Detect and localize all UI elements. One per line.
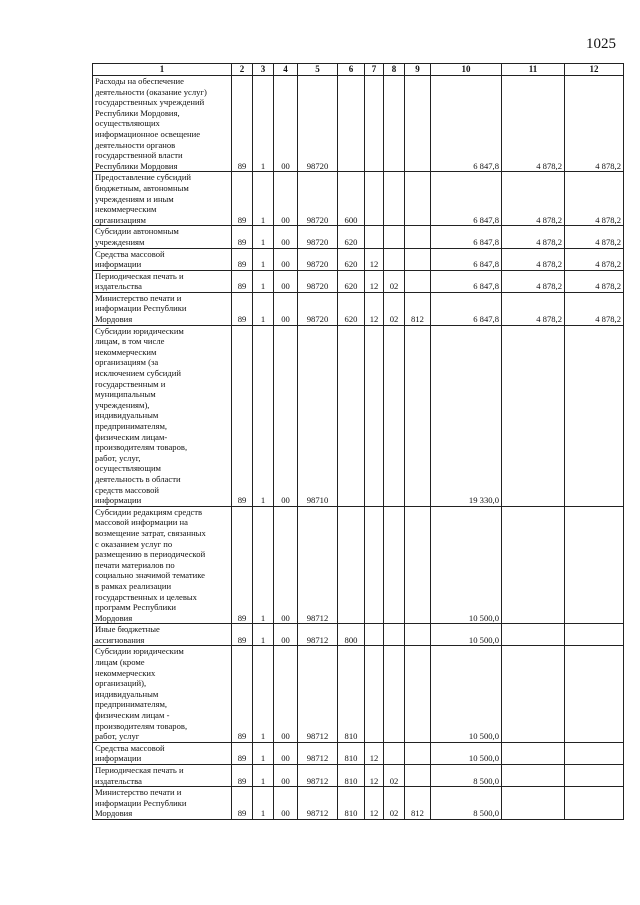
amount-col-11 xyxy=(502,787,565,820)
col-3-cell: 1 xyxy=(253,248,274,270)
amount-col-10: 10 500,0 xyxy=(431,624,502,646)
amount-col-10: 6 847,8 xyxy=(431,248,502,270)
col-7-cell xyxy=(365,76,384,172)
col-5-cell: 98710 xyxy=(298,325,338,506)
col-9-cell xyxy=(405,646,431,742)
col-8-cell xyxy=(384,646,405,742)
col-3-cell: 1 xyxy=(253,742,274,764)
col-6-cell: 600 xyxy=(338,172,365,226)
col-5-cell: 98720 xyxy=(298,226,338,248)
amount-col-12: 4 878,2 xyxy=(565,76,624,172)
amount-col-10: 10 500,0 xyxy=(431,646,502,742)
column-header: 5 xyxy=(298,64,338,76)
col-2-cell: 89 xyxy=(232,270,253,292)
amount-col-11 xyxy=(502,624,565,646)
table-row xyxy=(93,248,624,270)
amount-col-10: 19 330,0 xyxy=(431,325,502,506)
column-header: 6 xyxy=(338,64,365,76)
col-6-cell: 810 xyxy=(338,742,365,764)
col-4-cell: 00 xyxy=(274,325,298,506)
amount-col-11: 4 878,2 xyxy=(502,172,565,226)
amount-col-10: 10 500,0 xyxy=(431,742,502,764)
row-name: Министерство печати и информации Республики Мордовия xyxy=(93,292,232,325)
col-6-cell xyxy=(338,506,365,624)
column-header: 1 xyxy=(93,64,232,76)
col-3-cell: 1 xyxy=(253,292,274,325)
amount-col-12 xyxy=(565,646,624,742)
table-row xyxy=(93,226,624,248)
col-6-cell: 620 xyxy=(338,226,365,248)
col-4-cell: 00 xyxy=(274,270,298,292)
col-7-cell: 12 xyxy=(365,292,384,325)
amount-col-12 xyxy=(565,325,624,506)
col-3-cell: 1 xyxy=(253,765,274,787)
col-7-cell: 12 xyxy=(365,742,384,764)
column-header: 9 xyxy=(405,64,431,76)
amount-col-10: 8 500,0 xyxy=(431,787,502,820)
budget-table xyxy=(92,63,624,820)
amount-col-12: 4 878,2 xyxy=(565,292,624,325)
row-name: Министерство печати и информации Республики Мордовия xyxy=(93,787,232,820)
amount-col-11 xyxy=(502,506,565,624)
col-7-cell: 12 xyxy=(365,765,384,787)
col-7-cell: 12 xyxy=(365,248,384,270)
col-4-cell: 00 xyxy=(274,506,298,624)
col-3-cell: 1 xyxy=(253,787,274,820)
amount-col-11: 4 878,2 xyxy=(502,248,565,270)
column-header: 12 xyxy=(565,64,624,76)
col-5-cell: 98720 xyxy=(298,292,338,325)
amount-col-12 xyxy=(565,787,624,820)
col-5-cell: 98720 xyxy=(298,248,338,270)
col-8-cell: 02 xyxy=(384,765,405,787)
col-6-cell xyxy=(338,325,365,506)
col-8-cell xyxy=(384,248,405,270)
amount-col-12 xyxy=(565,624,624,646)
col-4-cell: 00 xyxy=(274,742,298,764)
amount-col-10: 6 847,8 xyxy=(431,226,502,248)
amount-col-10: 8 500,0 xyxy=(431,765,502,787)
table-row xyxy=(93,742,624,764)
col-8-cell: 02 xyxy=(384,292,405,325)
amount-col-12: 4 878,2 xyxy=(565,226,624,248)
col-2-cell: 89 xyxy=(232,76,253,172)
col-2-cell: 89 xyxy=(232,325,253,506)
amount-col-12: 4 878,2 xyxy=(565,270,624,292)
col-3-cell: 1 xyxy=(253,172,274,226)
col-8-cell xyxy=(384,76,405,172)
col-3-cell: 1 xyxy=(253,325,274,506)
row-name: Субсидии редакциям средств массовой информации на возмещение затрат, связанных с оказанием услуг по размещению в периодической печати материалов по социально значимой тематике в рамках реализации государственных и целевых программ Республики Мордовия xyxy=(93,506,232,624)
col-4-cell: 00 xyxy=(274,646,298,742)
col-4-cell: 00 xyxy=(274,292,298,325)
table-row xyxy=(93,646,624,742)
amount-col-10: 6 847,8 xyxy=(431,270,502,292)
column-header: 2 xyxy=(232,64,253,76)
col-4-cell: 00 xyxy=(274,76,298,172)
col-5-cell: 98712 xyxy=(298,742,338,764)
col-5-cell: 98720 xyxy=(298,270,338,292)
col-9-cell xyxy=(405,172,431,226)
col-6-cell: 810 xyxy=(338,787,365,820)
table-row xyxy=(93,787,624,820)
col-4-cell: 00 xyxy=(274,248,298,270)
row-name: Средства массовой информации xyxy=(93,248,232,270)
row-name: Расходы на обеспечение деятельности (оказание услуг) государственных учреждений Республики Мордовия, осуществляющих информационное освещение деятельности органов государственной власти Республики Мордовия xyxy=(93,76,232,172)
col-9-cell xyxy=(405,742,431,764)
table-row xyxy=(93,292,624,325)
table-row xyxy=(93,270,624,292)
col-9-cell xyxy=(405,506,431,624)
amount-col-11: 4 878,2 xyxy=(502,292,565,325)
col-7-cell xyxy=(365,226,384,248)
col-8-cell: 02 xyxy=(384,787,405,820)
col-8-cell xyxy=(384,172,405,226)
column-header: 7 xyxy=(365,64,384,76)
col-9-cell xyxy=(405,624,431,646)
col-4-cell: 00 xyxy=(274,787,298,820)
amount-col-12: 4 878,2 xyxy=(565,172,624,226)
table-row xyxy=(93,76,624,172)
row-name: Периодическая печать и издательства xyxy=(93,765,232,787)
row-name: Субсидии юридическим лицам, в том числе некоммерческим организациям (за исключением субсидий государственным и муниципальным учреждениям), индивидуальным предпринимателям, физическим лицам- производителям товаров, работ, услуг, осуществляющим деятельность в области средств массовой информации xyxy=(93,325,232,506)
amount-col-10: 6 847,8 xyxy=(431,172,502,226)
col-8-cell xyxy=(384,506,405,624)
col-5-cell: 98712 xyxy=(298,765,338,787)
col-3-cell: 1 xyxy=(253,624,274,646)
column-header: 10 xyxy=(431,64,502,76)
col-6-cell: 810 xyxy=(338,765,365,787)
col-4-cell: 00 xyxy=(274,226,298,248)
header-row xyxy=(93,64,624,76)
col-9-cell xyxy=(405,270,431,292)
col-9-cell xyxy=(405,226,431,248)
table-row xyxy=(93,624,624,646)
amount-col-12 xyxy=(565,506,624,624)
col-9-cell: 812 xyxy=(405,787,431,820)
col-2-cell: 89 xyxy=(232,226,253,248)
col-2-cell: 89 xyxy=(232,787,253,820)
table-row xyxy=(93,506,624,624)
col-6-cell: 620 xyxy=(338,248,365,270)
amount-col-11 xyxy=(502,765,565,787)
col-8-cell xyxy=(384,325,405,506)
col-5-cell: 98712 xyxy=(298,646,338,742)
col-2-cell: 89 xyxy=(232,172,253,226)
amount-col-10: 6 847,8 xyxy=(431,292,502,325)
amount-col-11 xyxy=(502,742,565,764)
col-7-cell: 12 xyxy=(365,270,384,292)
col-2-cell: 89 xyxy=(232,624,253,646)
column-header: 3 xyxy=(253,64,274,76)
column-header: 11 xyxy=(502,64,565,76)
col-9-cell: 812 xyxy=(405,292,431,325)
col-7-cell: 12 xyxy=(365,787,384,820)
col-8-cell xyxy=(384,742,405,764)
col-6-cell: 620 xyxy=(338,270,365,292)
col-7-cell xyxy=(365,506,384,624)
table-row xyxy=(93,765,624,787)
col-3-cell: 1 xyxy=(253,226,274,248)
table-row xyxy=(93,172,624,226)
amount-col-11: 4 878,2 xyxy=(502,270,565,292)
table-row xyxy=(93,325,624,506)
col-9-cell xyxy=(405,76,431,172)
col-6-cell: 800 xyxy=(338,624,365,646)
col-2-cell: 89 xyxy=(232,742,253,764)
col-3-cell: 1 xyxy=(253,506,274,624)
col-7-cell xyxy=(365,646,384,742)
col-7-cell xyxy=(365,624,384,646)
col-6-cell: 810 xyxy=(338,646,365,742)
col-4-cell: 00 xyxy=(274,624,298,646)
col-9-cell xyxy=(405,325,431,506)
column-header: 8 xyxy=(384,64,405,76)
col-8-cell xyxy=(384,226,405,248)
amount-col-11: 4 878,2 xyxy=(502,76,565,172)
row-name: Средства массовой информации xyxy=(93,742,232,764)
col-2-cell: 89 xyxy=(232,506,253,624)
row-name: Субсидии автономным учреждениям xyxy=(93,226,232,248)
col-4-cell: 00 xyxy=(274,172,298,226)
amount-col-12: 4 878,2 xyxy=(565,248,624,270)
col-8-cell: 02 xyxy=(384,270,405,292)
amount-col-10: 6 847,8 xyxy=(431,76,502,172)
col-2-cell: 89 xyxy=(232,765,253,787)
amount-col-12 xyxy=(565,765,624,787)
page-number: 1025 xyxy=(586,36,616,52)
amount-col-11 xyxy=(502,646,565,742)
col-3-cell: 1 xyxy=(253,270,274,292)
amount-col-10: 10 500,0 xyxy=(431,506,502,624)
col-3-cell: 1 xyxy=(253,646,274,742)
col-7-cell xyxy=(365,325,384,506)
row-name: Субсидии юридическим лицам (кроме некоммерческих организаций), индивидуальным предпринимателям, физическим лицам - производителям товаров, работ, услуг xyxy=(93,646,232,742)
col-9-cell xyxy=(405,765,431,787)
col-2-cell: 89 xyxy=(232,248,253,270)
column-header: 4 xyxy=(274,64,298,76)
col-4-cell: 00 xyxy=(274,765,298,787)
col-3-cell: 1 xyxy=(253,76,274,172)
col-5-cell: 98712 xyxy=(298,787,338,820)
amount-col-11 xyxy=(502,325,565,506)
col-5-cell: 98720 xyxy=(298,172,338,226)
col-7-cell xyxy=(365,172,384,226)
amount-col-12 xyxy=(565,742,624,764)
col-9-cell xyxy=(405,248,431,270)
col-5-cell: 98712 xyxy=(298,506,338,624)
row-name: Периодическая печать и издательства xyxy=(93,270,232,292)
col-2-cell: 89 xyxy=(232,646,253,742)
amount-col-11: 4 878,2 xyxy=(502,226,565,248)
col-5-cell: 98720 xyxy=(298,76,338,172)
col-8-cell xyxy=(384,624,405,646)
row-name: Предоставление субсидий бюджетным, автономным учреждениям и иным некоммерческим организациям xyxy=(93,172,232,226)
col-6-cell xyxy=(338,76,365,172)
col-5-cell: 98712 xyxy=(298,624,338,646)
col-6-cell: 620 xyxy=(338,292,365,325)
col-2-cell: 89 xyxy=(232,292,253,325)
row-name: Иные бюджетные ассигнования xyxy=(93,624,232,646)
